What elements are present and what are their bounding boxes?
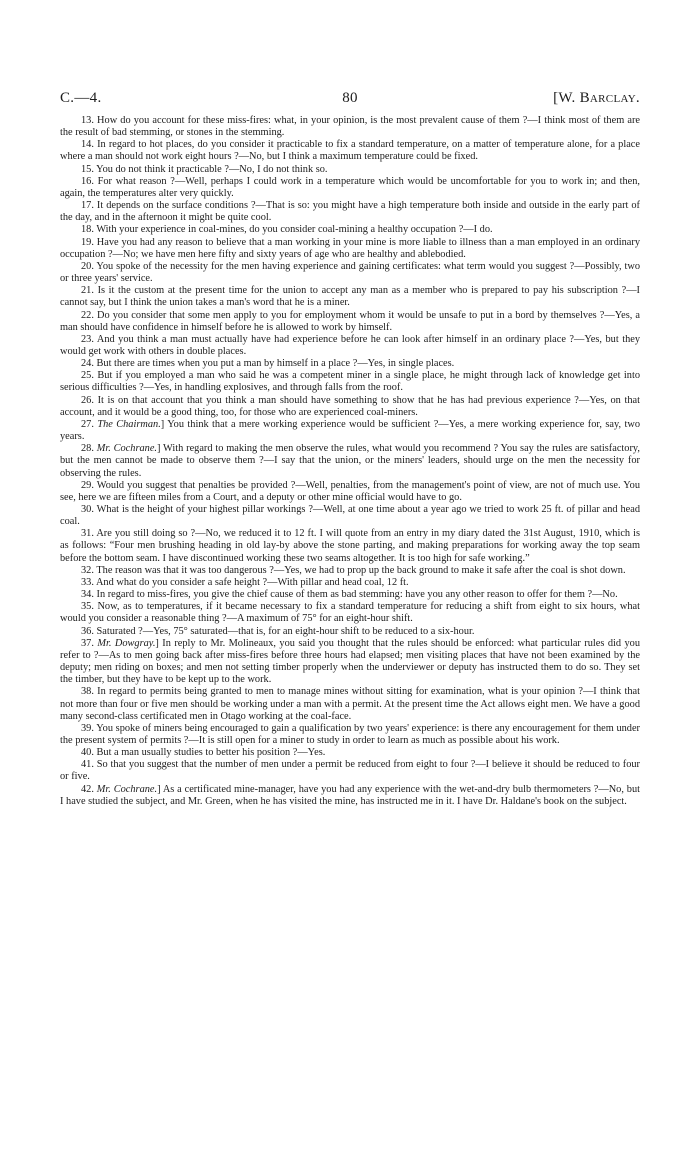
question-paragraph (60, 638, 640, 687)
paragraph-text: 29. Would you suggest that penalties be provided ?—Well, penalties, from the management's point of view, are not of much use. You see, here we are fifteen miles from a Court, and a deputy or other mine official would have to go. (60, 479, 640, 503)
question-paragraph (60, 237, 640, 261)
speaker-name: The Chairman. (97, 418, 161, 430)
question-paragraph (60, 334, 640, 358)
paragraph-text: 34. In regard to miss-fires, you give the chief cause of them as bad stemming: have you any other reason to offer for them ?—No. (81, 589, 618, 601)
question-paragraph (60, 139, 640, 163)
question-paragraph (60, 261, 640, 285)
testimony-body (60, 115, 640, 808)
paragraph-text: 33. And what do you consider a safe height ?—With pillar and head coal, 12 ft. (81, 576, 409, 588)
paragraph-text: 18. With your experience in coal-mines, do you consider coal-mining a healthy occupation ?—I do. (81, 224, 493, 236)
question-paragraph (60, 176, 640, 200)
question-paragraph (60, 224, 640, 236)
speaker-name: Mr. Cochrane. (96, 443, 157, 455)
paragraph-text: 17. It depends on the surface conditions ?—That is so: you might have a high temperature both inside and outside in the early part of the day, and in the afternoon it might be quite cool. (60, 200, 640, 224)
paragraph-text: 40. But a man usually studies to better his position ?—Yes. (81, 747, 326, 759)
paragraph-text: 41. So that you suggest that the number of men under a permit be reduced from eight to four ?—I believe it should be reduced to four or five. (60, 759, 640, 783)
paragraph-text: 22. Do you consider that some men apply to you for employment whom it would be unsafe to put in a bord by themselves ?—Yes, a man should have confidence in himself before he is allowed to work by himself. (60, 309, 640, 333)
question-paragraph (60, 784, 640, 808)
question-paragraph (60, 115, 640, 139)
page-header (60, 90, 640, 107)
paragraph-text: ] In reply to Mr. Molineaux, you said you thought that the rules should be enforced: what particular rules did you refer to ?—As to men going back after miss-fires before three hours had elapsed; men visiting places that have not been examined by the deputy; men riding on boxes; and men not setting timber properly when the underviewer or deputy has instructed them to do so. They set the timber, but they have to be kept up to the work. (60, 637, 641, 686)
question-paragraph (60, 626, 640, 638)
question-paragraph (60, 686, 640, 722)
paragraph-text: 23. And you think a man must actually have had experience before he can look after himself in an ordinary place ?—Yes, but they would get work with others in double places. (60, 333, 640, 357)
paragraph-text: ] You think that a mere working experience would be sufficient ?—Yes, a mere working experience for, say, two years. (60, 418, 640, 443)
paragraph-text: 32. The reason was that it was too dangerous ?—Yes, we had to prop up the back ground to make it safe after the coal is shot down. (81, 564, 626, 576)
question-paragraph (60, 200, 640, 224)
witness-name: [W. Barclay. (553, 90, 640, 106)
paragraph-text: 13. How do you account for these miss-fires: what, in your opinion, is the most prevalent cause of them ?—I think most of them are the result of bad stemming, or stones in the stemming. (60, 115, 640, 139)
paragraph-text: 25. But if you employed a man who said he was a competent miner in a single place, he might through lack of knowledge get into serious difficulties ?—Yes, in handling explosives, and through falls from the roof. (60, 370, 640, 394)
question-paragraph (60, 589, 640, 601)
question-number: 27. (81, 418, 98, 430)
question-paragraph (60, 285, 640, 309)
paragraph-text: 19. Have you had any reason to believe that a man working in your mine is more liable to illness than a man employed in an ordinary occupation ?—No; we have men here fifty and sixty years of age who are healthy and ablebodied. (60, 236, 640, 260)
paragraph-text: 21. Is it the custom at the present time for the union to accept any man as a member who is prepared to pay his subscription ?—I cannot say, but I think the union takes a man's word that he is a miner. (60, 285, 640, 309)
paragraph-text: 14. In regard to hot places, do you consider it practicable to fix a standard temperature, on a matter of temperature alone, for a place where a man should not work eight hours ?—No, but I think a maximum temperature could be fixed. (60, 139, 640, 163)
document-page (60, 90, 640, 808)
paragraph-text: 30. What is the height of your highest pillar workings ?—Well, at one time about a year ago we tried to work 25 ft. of pillar and head coal. (60, 504, 640, 528)
paragraph-text: 36. Saturated ?—Yes, 75° saturated—that is, for an eight-hour shift to be reduced to a six-hour. (81, 625, 475, 637)
document-reference: C.—4. (60, 90, 102, 106)
question-paragraph (60, 723, 640, 747)
paragraph-text: 26. It is on that account that you think a man should have something to show that he has had previous experience ?—Yes, on that account, and it would be a good thing, too, for those who are experienced coal-miners. (60, 394, 640, 418)
paragraph-text: 35. Now, as to temperatures, if it became necessary to fix a standard temperature for reducing a shift from eight to six hours, what would you consider a reasonable thing ?—A maximum of 75° for an eight-hour shift. (60, 601, 640, 625)
paragraph-text: ] With regard to making the men observe the rules, what would you recommend ? You say the rules are satisfactory, but the men cannot be made to observe them ?—I say that the union, or the miners' leaders, should urge on the men the necessity for observing the rules. (60, 443, 641, 479)
question-paragraph (60, 358, 640, 370)
paragraph-text: 38. In regard to permits being granted to men to manage mines without sitting for examination, what is your opinion ?—I think that not more than four or five men should be working under a man with a permit. At the present time the Act allows eight men. We have a good many second-class certificated men in Otago working at the coal-face. (60, 686, 640, 722)
question-paragraph (60, 395, 640, 419)
paragraph-text: 24. But there are times when you put a man by himself in a place ?—Yes, in single places. (81, 358, 455, 370)
speaker-name: Mr. Dowgray. (97, 637, 156, 649)
paragraph-text: 16. For what reason ?—Well, perhaps I could work in a temperature which would be uncomfortable for you to work in; and then, again, the temperatures alter very quickly. (60, 175, 640, 199)
question-paragraph (60, 480, 640, 504)
question-paragraph (60, 528, 640, 564)
question-paragraph (60, 747, 640, 759)
question-paragraph (60, 370, 640, 394)
paragraph-text: 31. Are you still doing so ?—No, we reduced it to 12 ft. I will quote from an entry in my diary dated the 31st August, 1910, which is as follows: “Four men brushing heading in old lay-by above the stone parting, and making preparations for working away the top seam before the bottom seam. I have discontinued working these two seams altogether. It is too high for safe working.” (60, 528, 640, 564)
paragraph-text: 15. You do not think it practicable ?—No, I do not think so. (81, 163, 328, 175)
question-paragraph (60, 443, 640, 479)
paragraph-text: 20. You spoke of the necessity for the men having experience and gaining certificates: what term would you suggest ?—Possibly, two or three years' service. (60, 260, 640, 285)
question-paragraph (60, 759, 640, 783)
question-paragraph (60, 419, 640, 443)
page-number: 80 (342, 90, 358, 106)
question-paragraph (60, 310, 640, 334)
question-paragraph (60, 577, 640, 589)
question-paragraph (60, 601, 640, 625)
paragraph-text: ] As a certificated mine-manager, have you had any experience with the wet-and-dry bulb thermometers ?—No, but I have studied the subject, and Mr. Green, when he has visited the mine, has instructed me in it. I have Dr. Haldane's book on the subject. (60, 783, 640, 807)
question-number: 37. (81, 637, 98, 649)
question-paragraph (60, 565, 640, 577)
question-number: 42. (81, 783, 97, 795)
paragraph-text: 39. You spoke of miners being encouraged to gain a qualification by two years' experience: is there any encouragement for them under the present system of permits ?—It is still open for a miner to study in order to learn as much as possible about his work. (60, 722, 640, 746)
question-number: 28. (81, 443, 97, 455)
speaker-name: Mr. Cochrane. (96, 783, 158, 795)
question-paragraph (60, 504, 640, 528)
question-paragraph (60, 164, 640, 176)
